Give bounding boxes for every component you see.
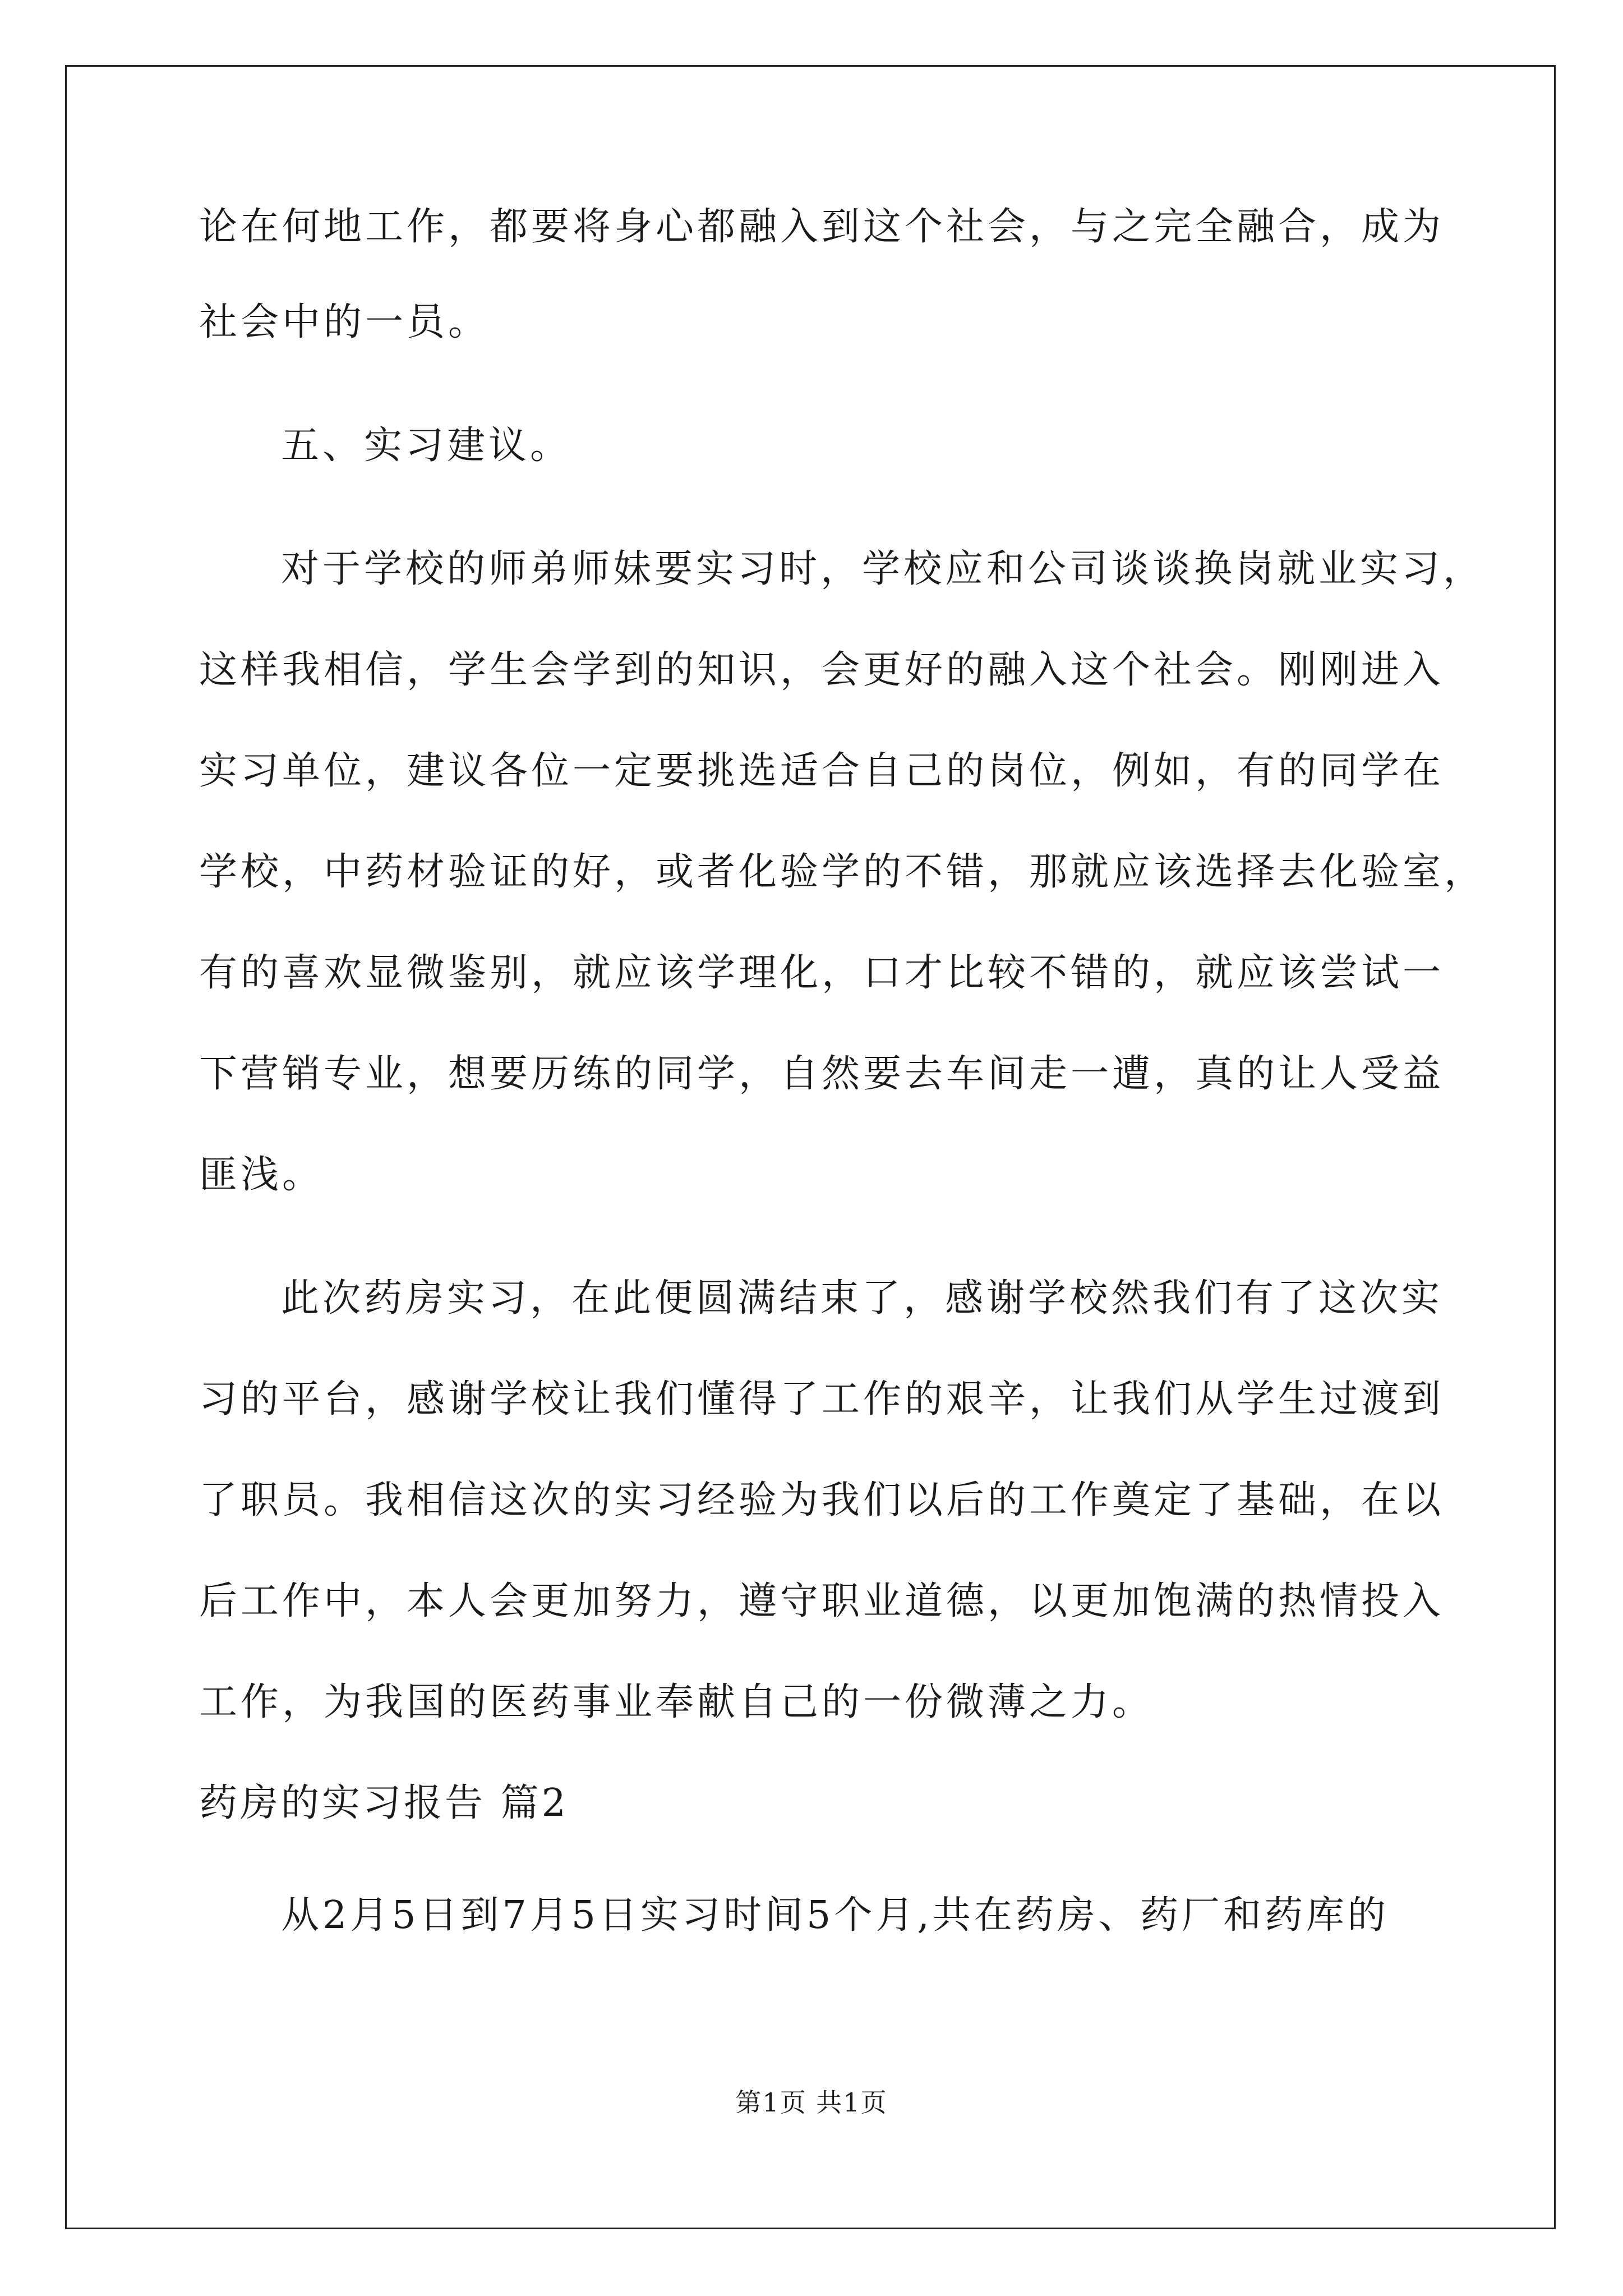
section-heading: 五、实习建议。	[281, 424, 572, 468]
text-line: 对于学校的师弟师妹要实习时，学校应和公司谈谈换岗就业实习，	[281, 547, 1485, 591]
text-line: 工作，为我国的医药事业奉献自己的一份微薄之力。	[199, 1680, 1154, 1724]
text-line: 这样我相信，学生会学到的知识，会更好的融入这个社会。刚刚进入	[199, 648, 1445, 692]
text-line: 了职员。我相信这次的实习经验为我们以后的工作奠定了基础，在以	[199, 1478, 1445, 1522]
text-line: 习的平台，感谢学校让我们懂得了工作的艰辛，让我们从学生过渡到	[199, 1377, 1445, 1421]
text-line: 论在何地工作，都要将身心都融入到这个社会，与之完全融合，成为	[199, 205, 1445, 249]
page-footer: 第1页 共1页	[735, 2087, 888, 2118]
text-line: 下营销专业，想要历练的同学，自然要去车间走一遭，真的让人受益	[199, 1052, 1445, 1096]
text-line: 后工作中，本人会更加努力，遵守职业道德，以更加饱满的热情投入	[199, 1579, 1445, 1623]
text-line: 从2月5日到7月5日实习时间5个月,共在药房、药厂和药库的	[281, 1893, 1389, 1938]
text-line: 匪浅。	[199, 1153, 324, 1197]
text-line: 实习单位，建议各位一定要挑选适合自己的岗位，例如，有的同学在	[199, 749, 1445, 793]
article-heading: 药房的实习报告 篇2	[199, 1781, 569, 1825]
text-line: 有的喜欢显微鉴别，就应该学理化，口才比较不错的，就应该尝试一	[199, 951, 1445, 995]
text-line: 学校，中药材验证的好，或者化验学的不错，那就应该选择去化验室，	[199, 850, 1486, 894]
text-line: 社会中的一员。	[199, 300, 490, 344]
text-line: 此次药房实习，在此便圆满结束了，感谢学校然我们有了这次实	[281, 1276, 1444, 1320]
